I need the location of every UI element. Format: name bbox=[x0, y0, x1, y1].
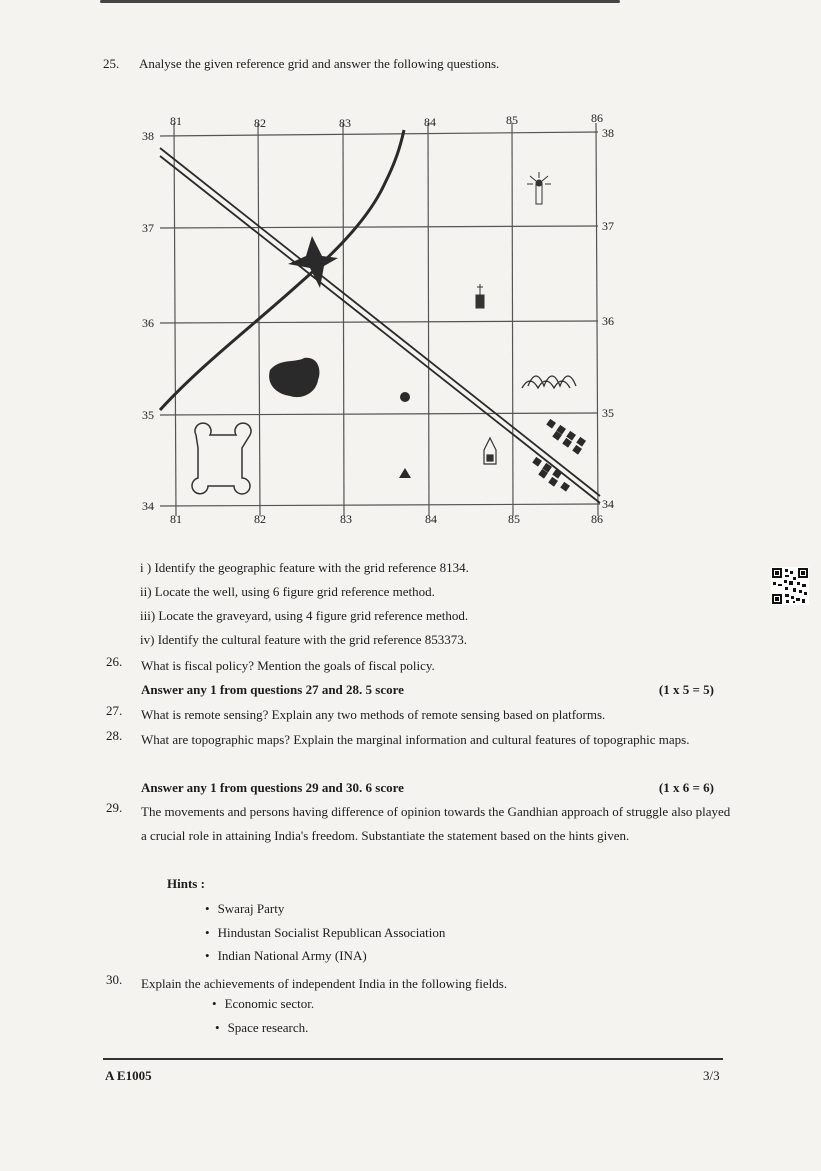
easting-label: 84 bbox=[424, 115, 436, 129]
hints-label: Hints : bbox=[167, 876, 205, 891]
question-text: What is fiscal policy? Mention the goals of fiscal policy. bbox=[141, 658, 435, 673]
northing-label: 35 bbox=[602, 406, 614, 420]
question-number: 30. bbox=[106, 972, 123, 987]
northing-label: 34 bbox=[602, 497, 614, 511]
section-instruction: Answer any 1 from questions 27 and 28. 5 score bbox=[141, 682, 404, 697]
section-heading-5-score bbox=[141, 682, 714, 698]
question-text: The movements and persons having difference of opinion towards the Gandhian approach of struggle also played a crucial role in attaining India's freedom. Substantiate the statement based on the hints given. bbox=[141, 804, 731, 843]
section-marks: (1 x 6 = 6) bbox=[658, 780, 714, 795]
grid-labels-left bbox=[142, 129, 154, 513]
question-number: 28. bbox=[106, 728, 123, 743]
grid-easting-86 bbox=[596, 123, 598, 516]
northing-label: 37 bbox=[602, 219, 614, 233]
grid-northing-37 bbox=[160, 226, 598, 228]
easting-label: 86 bbox=[591, 111, 603, 125]
hint-item: • Swaraj Party bbox=[205, 901, 284, 917]
easting-label: 86 bbox=[591, 512, 603, 526]
northing-label: 34 bbox=[142, 499, 154, 513]
question-text: What is remote sensing? Explain any two methods of remote sensing based on platforms. bbox=[141, 707, 606, 722]
top-edge-line bbox=[100, 0, 620, 3]
hint-item: • Indian National Army (INA) bbox=[205, 948, 367, 964]
northing-label: 38 bbox=[602, 126, 614, 140]
paper-code: A E1005 bbox=[105, 1068, 152, 1083]
northing-label: 36 bbox=[602, 314, 614, 328]
section-marks: (1 x 5 = 5) bbox=[658, 682, 714, 697]
bridge-icon bbox=[288, 236, 338, 288]
question-text: Analyse the given reference grid and answer the following questions. bbox=[139, 56, 500, 71]
railway-line bbox=[160, 156, 600, 503]
grid-northing-34 bbox=[160, 504, 600, 506]
easting-label: 81 bbox=[170, 114, 182, 128]
hills-icon bbox=[522, 376, 576, 388]
question-text: What are topographic maps? Explain the marginal information and cultural features of topographic maps. bbox=[141, 732, 690, 747]
question-number: 25. bbox=[103, 56, 120, 71]
northing-label: 37 bbox=[142, 221, 154, 235]
grid-easting-81 bbox=[174, 123, 176, 516]
easting-label: 83 bbox=[339, 116, 351, 130]
page-number: 3/3 bbox=[703, 1068, 720, 1083]
grid-northing-35 bbox=[160, 413, 598, 415]
northing-label: 38 bbox=[142, 129, 154, 143]
well-icon bbox=[400, 392, 410, 402]
question-25 bbox=[103, 56, 499, 72]
sub-question-ii: ii) Locate the well, using 6 figure grid reference method. bbox=[140, 584, 435, 599]
grid-easting-83 bbox=[343, 123, 344, 516]
easting-label: 83 bbox=[340, 512, 352, 526]
question-number: 29. bbox=[106, 800, 123, 815]
easting-label: 82 bbox=[254, 512, 266, 526]
sub-question-iv: iv) Identify the cultural feature with the grid reference 853373. bbox=[140, 632, 468, 647]
question-number: 26. bbox=[106, 654, 123, 669]
grid-northing-38 bbox=[160, 132, 598, 136]
section-instruction: Answer any 1 from questions 29 and 30. 6 score bbox=[141, 780, 404, 795]
lighthouse-icon bbox=[527, 172, 551, 204]
grid-labels-right bbox=[602, 126, 614, 511]
easting-label: 81 bbox=[170, 512, 182, 526]
easting-label: 82 bbox=[254, 116, 266, 130]
grid-labels-top bbox=[170, 111, 603, 130]
northing-label: 36 bbox=[142, 316, 154, 330]
sub-question-i: i ) Identify the geographic feature with the grid reference 8134. bbox=[140, 560, 469, 575]
grid-labels-bottom bbox=[170, 512, 603, 526]
reference-grid-figure bbox=[130, 108, 630, 528]
grid-easting-85 bbox=[512, 123, 513, 516]
easting-label: 85 bbox=[506, 113, 518, 127]
triangulated-height-icon bbox=[399, 468, 411, 478]
field-item: • Economic sector. bbox=[212, 996, 314, 1012]
fort-icon bbox=[192, 423, 251, 494]
sub-question-iii: iii) Locate the graveyard, using 4 figure grid reference method. bbox=[140, 608, 469, 623]
church-icon bbox=[476, 284, 484, 308]
vegetation-patch bbox=[269, 358, 319, 397]
northing-label: 35 bbox=[142, 408, 154, 422]
section-heading-6-score bbox=[141, 780, 714, 796]
railway-line bbox=[160, 148, 600, 496]
easting-label: 84 bbox=[425, 512, 437, 526]
question-text: Explain the achievements of independent India in the following fields. bbox=[141, 976, 508, 991]
qr-code bbox=[771, 567, 809, 605]
footer-divider bbox=[103, 1058, 723, 1060]
question-number: 27. bbox=[106, 703, 123, 718]
field-item: • Space research. bbox=[215, 1020, 308, 1036]
hint-item: • Hindustan Socialist Republican Association bbox=[205, 925, 445, 941]
grid-easting-84 bbox=[428, 123, 429, 516]
grid-lines bbox=[160, 123, 600, 516]
easting-label: 85 bbox=[508, 512, 520, 526]
temple-icon bbox=[484, 438, 496, 464]
